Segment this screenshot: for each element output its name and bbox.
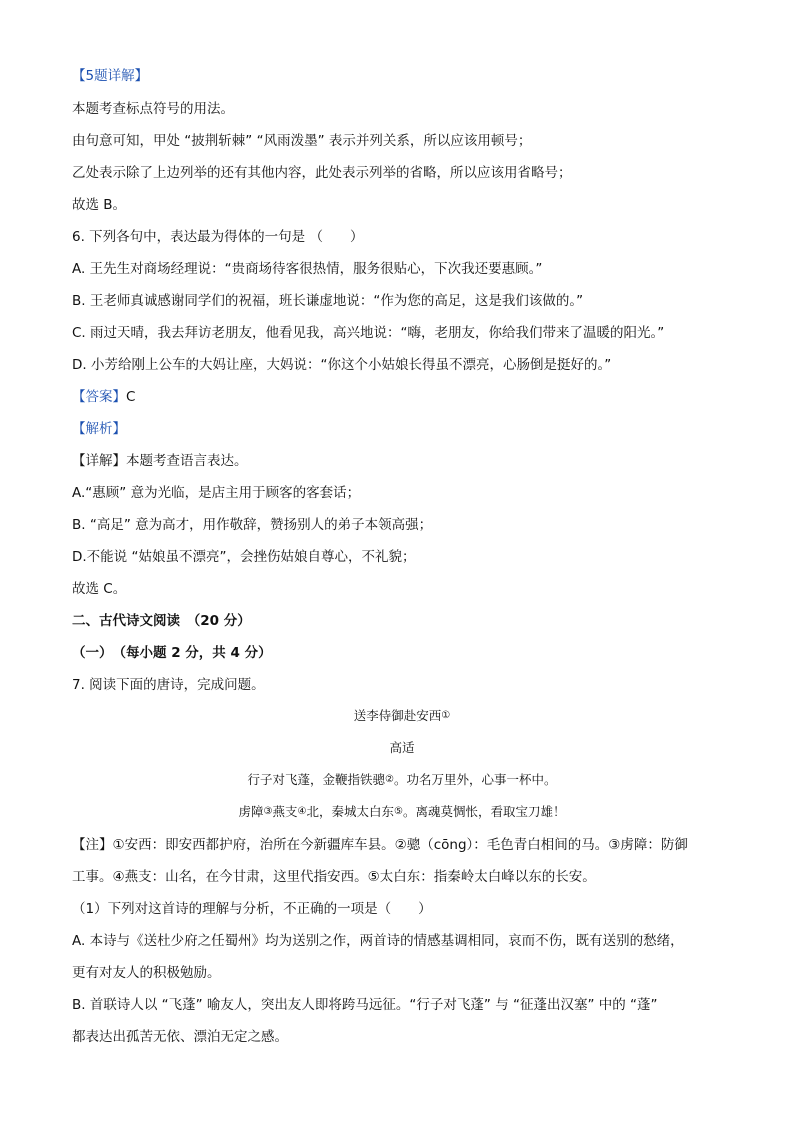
poem-title: 送李侍御赴安西①: [353, 708, 451, 723]
answer-tag: 【答案】: [72, 389, 126, 405]
section-2-title: 二、古代诗文阅读 （20 分）: [72, 613, 251, 629]
q7-stem: 7. 阅读下面的唐诗，完成问题。: [72, 677, 265, 693]
section-2-subtitle: （一） （每小题 2 分，共 4 分）: [72, 645, 272, 661]
poem-line-2: 虏障③燕支④北，秦城太白东⑤。离魂莫惆怅，看取宝刀雄！: [238, 804, 566, 819]
q6-option-a: A. 王先生对商场经理说：“贵商场待客很热情，服务很贴心，下次我还要惠顾。”: [72, 261, 543, 277]
q6-stem: 6. 下列各句中，表达最为得体的一句是 （ ）: [72, 229, 364, 245]
poem-author: 高适: [389, 740, 415, 755]
q6-explain-a: A.“惠顾” 意为光临，是店主用于顾客的客套话；: [72, 485, 361, 501]
poem-line-1: 行子对飞蓬，金鞭指铁骢②。功名万里外，心事一杯中。: [247, 772, 557, 787]
q6-option-c: C. 雨过天晴，我去拜访老朋友，他看见我，高兴地说：“嗨，老朋友，你给我们带来了温暖的阳光。”: [72, 325, 665, 341]
q6-answer: [72, 387, 732, 407]
detail-text: 本题考查语言表达。: [126, 453, 248, 469]
q5-line-2: 由句意可知，甲处 “披荆斩棘” “风雨泼墨” 表示并列关系，所以应该用顿号；: [72, 133, 532, 149]
poem-notes-2: 工事。④燕支：山名，在今甘肃，这里代指安西。⑤太白东：指秦岭太白峰以东的长安。: [72, 869, 596, 885]
q5-line-1: 本题考查标点符号的用法。: [72, 101, 234, 117]
q7-option-a-line-2: 更有对友人的积极勉励。: [72, 965, 221, 981]
detail-tag: 【详解】: [72, 453, 126, 469]
q6-detail: [72, 451, 732, 471]
poem-title-note: ①: [441, 710, 451, 721]
q6-explain-final: 故选 C。: [72, 581, 127, 597]
q6-option-b: B. 王老师真诚感谢同学们的祝福，班长谦虚地说：“作为您的高足，这是我们该做的。”: [72, 293, 584, 309]
note-tag: 【注】: [72, 837, 113, 853]
q6-explain-d: D.不能说 “姑娘虽不漂亮”，会挫伤姑娘自尊心，不礼貌；: [72, 549, 416, 565]
q7-option-a-line-1: A. 本诗与《送杜少府之任蜀州》均为送别之作，两首诗的情感基调相同，哀而不伤，既有送别的愁绪，: [72, 933, 684, 949]
q6-option-d: D. 小芳给刚上公车的大妈让座，大妈说：“你这个小姑娘长得虽不漂亮，心肠倒是挺好的。”: [72, 357, 612, 373]
poem-notes-1: 【注】①安西：即安西都护府，治所在今新疆库车县。②骢（cōng）：毛色青白相间的马。③虏障：防御: [72, 837, 688, 853]
answer-value: C: [126, 389, 136, 405]
q6-explain-b: B. “高足” 意为高才，用作敬辞，赞扬别人的弟子本领高强；: [72, 517, 433, 533]
q5-line-4: 故选 B。: [72, 197, 127, 213]
q6-analysis-tag: 【解析】: [72, 421, 126, 437]
q7-sub-1: （1）下列对这首诗的理解与分析，不正确的一项是（ ）: [72, 901, 432, 917]
q5-line-3: 乙处表示除了上边列举的还有其他内容，此处表示列举的省略，所以应该用省略号；: [72, 165, 572, 181]
q5-header: 【5题详解】: [72, 68, 149, 84]
q7-option-b-line-2: 都表达出孤苦无依、漂泊无定之感。: [72, 1029, 288, 1045]
q7-option-b-line-1: B. 首联诗人以 “飞蓬” 喻友人，突出友人即将跨马远征。“行子对飞蓬” 与 “征蓬出汉塞” 中的 “蓬”: [72, 997, 658, 1013]
